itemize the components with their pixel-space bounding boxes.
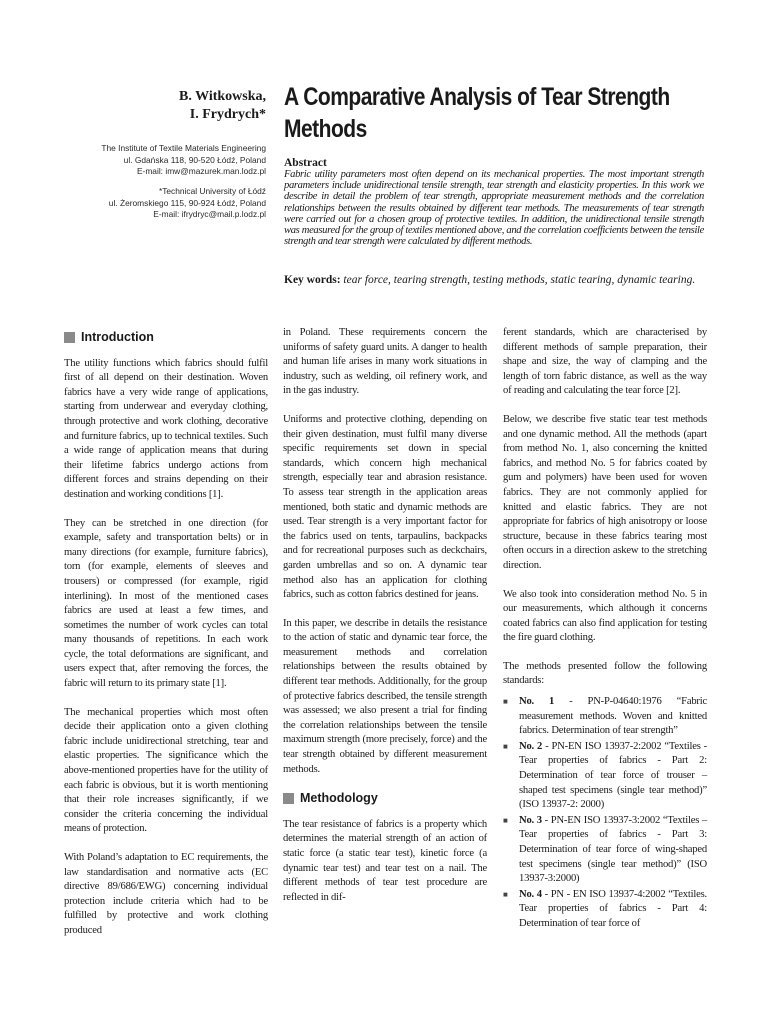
paragraph: Uniforms and protective clothing, depending on their given destination, must fulfil many diverse specific requirements set down in special standards, which concern high mechanical strength, especially tear and abrasion resistance. To assess tear strength in the application areas mentioned, both static and dynamic methods are used. Tear strength is a very important factor for the fabrics used on tents, tarpaulins, backpacks and for recreational purposes such as deckchairs, garden umbrellas and so on. A dynamic tear method also has an application for clothing fabrics, such as cotton fabrics destined for jeans. [283, 413, 487, 601]
paragraph: With Poland’s adaptation to EC requirements, the law standardisation and normative acts (EC directive 89/686/EWG) concerning individual protection include criteria which had to be fulfilled by protective and work clothing produced [64, 852, 268, 936]
column-2 [283, 326, 487, 919]
methodology-heading [283, 791, 487, 806]
introduction-heading [64, 330, 268, 345]
section-square-icon [283, 793, 294, 804]
paragraph: In this paper, we describe in details the resistance to the action of static and dynamic tear force, the measurement methods and correlation relationships between the results obtained by different tear methods. Additionally, for the group of protective fabrics described, the tensile strength was assessed; we also present a trial for finding the correlation relationships between the tensile maximum strength (more precisely, force) and the tear strength obtained by different measurement methods. [283, 617, 487, 775]
keywords-text: tear force, tearing strength, testing methods, static tearing, dynamic tearing. [343, 274, 696, 286]
standard-item [503, 695, 707, 739]
standard-text: - PN-EN ISO 13937-3:2002 “Textiles – Tear properties of fabrics - Part 3: Determination of tear force of wing-shaped test specimens (single tear method)” (ISO 13937-3:2000) [519, 814, 708, 885]
standard-item [503, 740, 707, 813]
paragraph: ferent standards, which are characterised by different methods of sample preparation, their shape and size, the way of clamping and the length of torn fabric distance, as well as the way of reading and calculating the tear force [2]. [503, 327, 707, 397]
methodology-heading-text: Methodology [300, 791, 378, 806]
affiliation-1-line: The Institute of Textile Materials Engineering [101, 143, 266, 153]
column-1 [64, 326, 268, 953]
affiliation-2-line: *Technical University of Łódź [158, 186, 266, 196]
standard-number: No. 4 [519, 888, 542, 900]
affiliation-1-line: ul. Gdańska 118, 90-520 Łódź, Poland [123, 154, 266, 165]
standard-text: - PN - EN ISO 13937-4:2002 “Textiles. Tear properties of fabrics - Part 4: Determination of tear force of [519, 888, 708, 929]
column-3 [503, 326, 707, 933]
author-1: B. Witkowska, [178, 89, 266, 104]
bullet-square-icon: ■ [503, 741, 508, 751]
paragraph: We also took into consideration method No. 5 in our measurements, which although it concerns coated fabrics can also find application for testing the fire guard clothing. [503, 588, 707, 644]
affiliation-2-line: E-mail: ifrydryc@mail.p.lodz.pl [153, 209, 266, 219]
authors [120, 88, 266, 124]
affiliation-2-line: ul. Żeromskiego 115, 90-924 Łódź, Poland [108, 197, 266, 208]
paragraph: The methods presented follow the following standards: [503, 660, 707, 687]
paragraph: The mechanical properties which most often decide their application onto a given clothing fabric include unidirectional stretching, tear and elastic properties. The significance which the above-mentioned properties have for the utility of each fabric is obvious, but it is worth mentioning that their role increases significantly, if we consider the criteria concerning the individual means of protection. [64, 706, 268, 835]
bullet-square-icon: ■ [503, 815, 508, 825]
paper-title: A Comparative Analysis of Tear Strength Methods [284, 83, 670, 143]
standard-item [503, 888, 707, 932]
author-2: I. Frydrych* [189, 107, 266, 122]
standard-number: No. 3 [519, 814, 542, 826]
keywords [284, 274, 704, 287]
affiliation-2 [60, 186, 266, 221]
bullet-square-icon: ■ [503, 889, 508, 899]
paragraph: They can be stretched in one direction (for example, safety and transportation belts) or in many directions (for example, furniture fabrics), torn (for example, elements of sleeves and trousers) or compressed (for example, rigid interlining). In most of the mentioned cases fabrics are used at least a few times, and sometimes the number of work cycles can total many thousands of repetitions. In each work cycle, the total deformations are significant, and users expect that, after removing the forces, the fabric will return to its primary state [1]. [64, 517, 268, 690]
paragraph: The utility functions which fabrics should fulfil first of all depend on their destination. Woven fabrics have a very wide range of applications, starting from underwear and everyday clothing, through protective and work clothing, decorative and furniture fabrics, up to technical textiles. Such a wide range of application means that during their lifetime fabrics undergo actions from different forces and strains depending on their destination and working conditions [1]. [64, 357, 268, 500]
introduction-heading-text: Introduction [81, 330, 154, 344]
section-square-icon [64, 332, 75, 343]
bullet-square-icon: ■ [503, 697, 508, 707]
standard-number: No. 2 [519, 740, 543, 752]
paragraph: The tear resistance of fabrics is a property which determines the material strength of an action of static force (a static tear test), kinetic force (a dynamic tear test) and tear test on a nail. The different methods of tear test procedure are reflected in dif- [283, 818, 487, 903]
abstract-heading: Abstract [284, 157, 327, 169]
affiliation-1-line: E-mail: imw@mazurek.man.lodz.pl [136, 166, 266, 176]
standard-text: - PN-P-04640:1976 “Fabric measurement methods. Woven and knitted fabrics. Determination of tear strength” [519, 696, 707, 737]
standard-item [503, 814, 707, 887]
affiliation-1 [60, 143, 266, 178]
standard-number: No. 1 [519, 696, 555, 708]
abstract-text: Fabric utility parameters most often depend on its mechanical properties. The most important strength parameters include unidirectional tensile strength, tear strength and elasticity properties. In this work we describe in detail the problem of tear strength, appropriate measurement methods and the correlation relationships between the results obtained by different tear methods. The measurements of tear strength were carried out for a chosen group of protective textiles. In addition, the unidirectional tensile strength was measured for the group of textiles mentioned above, and the correlation coefficients between the tensile strength and tear strength were calculated by different methods. [284, 169, 704, 248]
standard-text: - PN-EN ISO 13937-2:2002 “Textiles - Tear properties of fabrics - Part 2: Determination of tear force of trouser – shaped test specimens (single tear method)” (ISO 13937-2: 2000) [519, 740, 707, 811]
paragraph: Below, we describe five static tear test methods and one dynamic method. All the methods (apart from method No. 1, also concerning the knitted fabrics, and method No. 5 for fabrics coated by gum and polymers) have been used for woven fabrics. They are not commonly applied for knitted and elastic fabrics. They are not appropriate for fabrics of high anisotropy or loose structure, because in these fabrics tearing most often occurs in a direction askew to the stretching direction. [503, 413, 707, 571]
paragraph: in Poland. These requirements concern the uniforms of safety guard units. A danger to health and human life arises in many work situations in industry, such as welding, oil refinery work, and in the gas industry. [283, 327, 487, 397]
keywords-label: Key words: [284, 274, 341, 286]
